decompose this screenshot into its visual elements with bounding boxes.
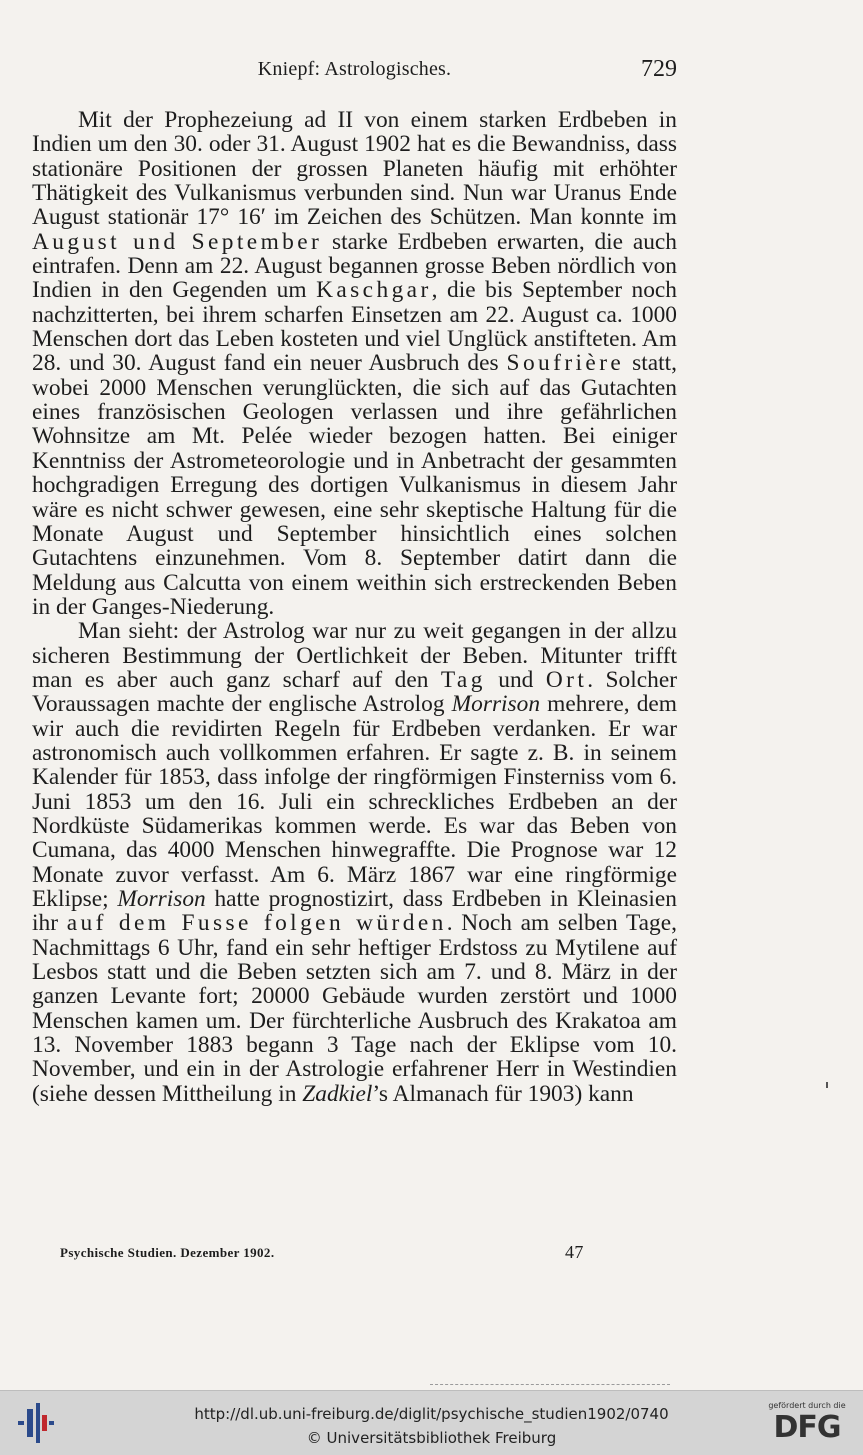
spaced-emphasis: August und September — [32, 228, 323, 255]
text-run: hatte prognostizirt, dass Erdbeben in Kleinasien ihr — [32, 886, 677, 937]
page-header — [32, 58, 677, 90]
text-run: , die bis September noch nachzitterten, bei ihrem scharfen Einsetzen am 22. August ca. 1000 Menschen dort das Leben kosteten und viel Unglück anstifteten. Am 28. und 30. August fand ein neuer Ausbruch des — [32, 277, 677, 377]
text-run: und — [485, 666, 546, 693]
page-number: 729 — [641, 56, 677, 82]
italic-name: Morrison — [451, 691, 541, 718]
dfg-logo-icon: DFG — [773, 1410, 841, 1445]
viewer-bottom-bar — [0, 1390, 863, 1455]
text-run: . Solcher Voraussagen machte der englische Astrolog — [32, 666, 678, 718]
italic-name: Zadkiel — [302, 1080, 373, 1107]
journal-signature: Psychische Studien. Dezember 1902. — [60, 1245, 275, 1260]
text-run: starke Erdbeben erwarten, die auch eintrafen. Denn am 22. August begannen grosse Beben nördlich von Indien in den Gegenden um — [32, 228, 677, 304]
text-run: mehrere, dem wir auch die revidirten Regeln für Erdbeben verdanken. Er war astronomisch auch vollkommen erfahren. Er sagte z. B. in seinem Kalender für 1853, dass infolge der ringförmigen Finsterniss vom 6. Juni 1853 um den 16. Juli ein schreckliches Erdbeben an der Nordküste Südamerikas kommen werde. Es war das Beben von Cumana, das 4000 Menschen hinwegraffte. Die Prognose war 12 Monate zuvor verfasst. Am 6. März 1867 war eine ringförmige Eklipse; — [32, 691, 677, 912]
body-text — [32, 108, 677, 1106]
text-run: Man sieht: der Astrolog war nur zu weit gegangen in der allzu sicheren Bestimmung der Oertlichkeit der Beben. Mitunter trifft man es aber auch ganz scharf auf den — [32, 618, 677, 693]
text-run: ’s Almanach für 1903) kann — [372, 1080, 634, 1107]
page-footer — [60, 1242, 620, 1266]
paragraph — [32, 108, 677, 619]
text-run: statt, wobei 2000 Menschen verunglückten, die sich auf das Gutachten eines französischen Geologen verlassen und ihre gefährlichen Wohnsitze am Mt. Pelée wieder bezogen hatten. Bei einiger Kenntniss der Astrometeorologie und in Anbetracht der gesammten hochgradigen Erregung des dortigen Vulkanismus in diesem Jahr wäre es nicht schwer gewesen, eine sehr skeptische Haltung für die Monate August und September hinsichtlich eines solchen Gutachtens einzunehmen. Vom 8. September datirt dann die Meldung aus Calcutta von einem weithin sich erstreckenden Beben in der Ganges-Niederung. — [32, 350, 677, 620]
dfg-caption: gefördert durch die — [768, 1401, 846, 1410]
running-title: Kniepf: Astrologisches. — [257, 58, 452, 80]
next-page-edge — [430, 1384, 670, 1387]
spaced-emphasis: Soufrière — [506, 350, 625, 377]
spaced-emphasis: Kaschgar — [316, 277, 432, 304]
sheet-signature: 47 — [565, 1242, 584, 1262]
italic-name: Morrison — [117, 886, 206, 912]
text-run: Mit der Prophezeiung ad II von einem starken Erdbeben in Indien um den 30. oder 31. August 1902 hat es die Bewandniss, dass stationäre Positionen der grossen Planeten häufig mit erhöhter Thätigkeit des Vulkanismus verbunden sind. Nun war Uranus Ende August stationär 17° 16′ im Zeichen des Schützen. Man konnte im — [32, 107, 677, 231]
dfg-sponsor[interactable] — [761, 1401, 853, 1445]
margin-mark — [826, 1082, 828, 1088]
copyright-notice: © Universitätsbibliothek Freiburg — [306, 1429, 557, 1447]
permalink-url[interactable]: http://dl.ub.uni-freiburg.de/diglit/psychische_studien1902/0740 — [194, 1405, 669, 1423]
paragraph — [32, 619, 677, 1106]
text-run: . Noch am selben Tage, Nachmittags 6 Uhr, fand ein sehr heftiger Erdstoss zu Mytilene auf Lesbos statt und die Beben setzten sich am 7. und 8. März in der ganzen Levante fort; 20000 Gebäude wurden zerstört und 1000 Menschen kamen um. Der fürchterliche Ausbruch des Krakatoa am 13. November 1883 begann 3 Tage nach der Eklipse vom 10. November, und ein in der Astrologie erfahrener Herr in Westindien (siehe dessen Mittheilung in — [32, 910, 677, 1107]
spaced-emphasis: Ort — [545, 666, 588, 693]
spaced-emphasis: Tag — [440, 666, 486, 693]
spaced-emphasis: auf dem Fusse folgen würden — [66, 910, 447, 937]
